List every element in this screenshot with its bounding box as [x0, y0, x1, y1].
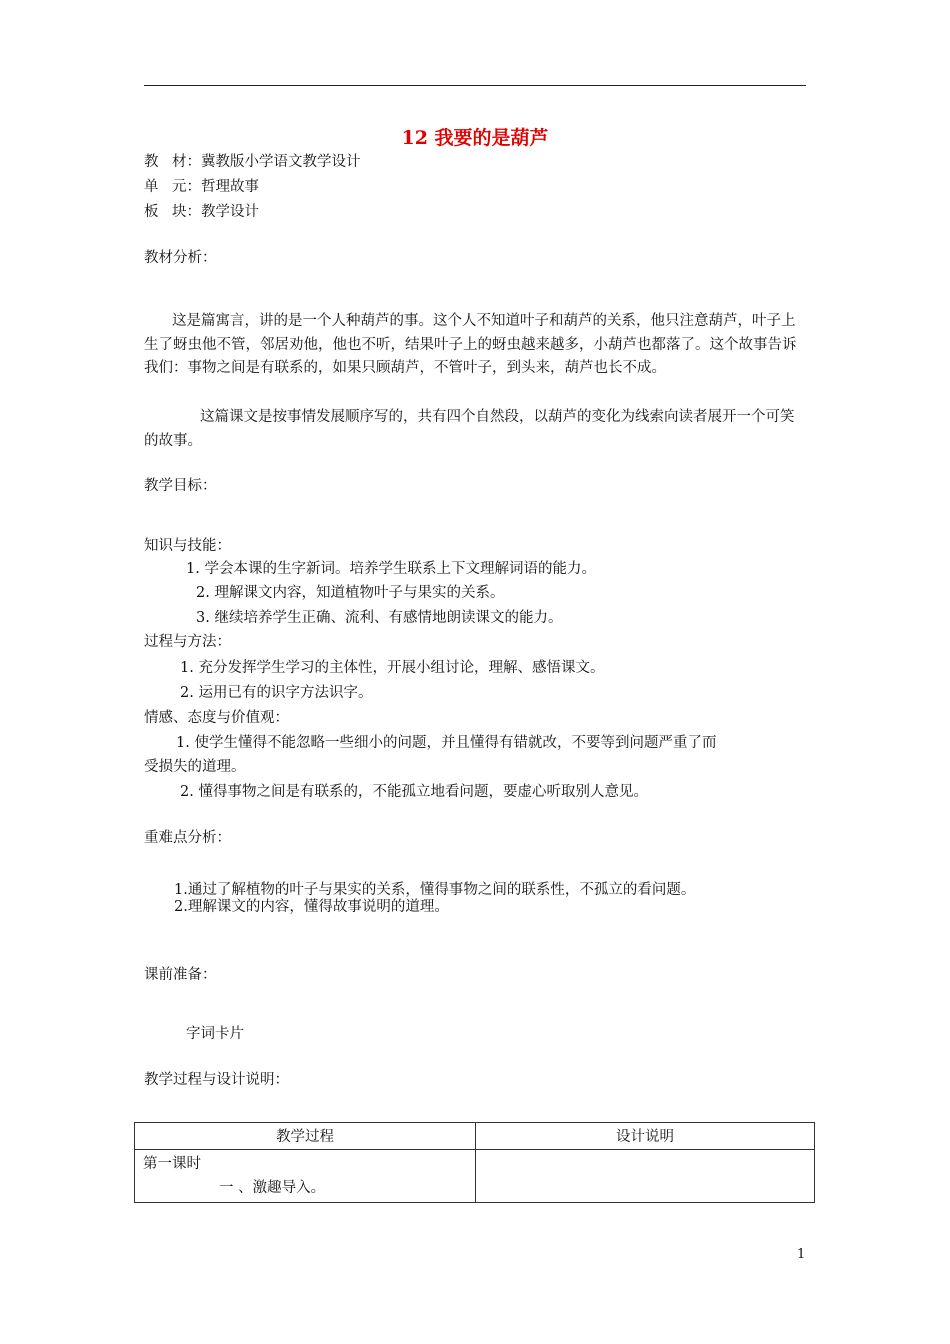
- key-point-1: 1.通过了解植物的叶子与果实的关系，懂得事物之间的联系性，不孤立的看问题。: [174, 882, 696, 898]
- prep-heading: 课前准备：: [144, 967, 217, 983]
- header-rule: [144, 85, 806, 86]
- meta-key-b: 元：: [172, 179, 201, 195]
- meta-key-a: 教: [144, 154, 159, 170]
- prep-item: 字词卡片: [186, 1026, 244, 1042]
- process-item-2: 2. 运用已有的识字方法识字。: [180, 685, 373, 701]
- process-section-heading: 教学过程与设计说明：: [144, 1072, 289, 1088]
- meta-value: 哲理故事: [201, 179, 259, 195]
- meta-value: 教学设计: [201, 204, 259, 220]
- process-method-heading: 过程与方法：: [144, 634, 231, 650]
- meta-key-b: 材：: [172, 154, 201, 170]
- table-header-notes: 设计说明: [476, 1123, 815, 1150]
- lesson-label: 第一课时: [143, 1156, 201, 1172]
- knowledge-item-2: 2. 理解课文内容，知道植物叶子与果实的关系。: [196, 585, 505, 601]
- table-header-row: [135, 1123, 815, 1150]
- emotion-item-1-line-1: 1. 使学生懂得不能忽略一些细小的问题，并且懂得有错就改，不要等到问题严重了而: [176, 735, 717, 751]
- emotion-item-2: 2. 懂得事物之间是有联系的，不能孤立地看问题，要虚心听取别人意见。: [180, 784, 648, 800]
- meta-value: 冀教版小学语文教学设计: [201, 154, 361, 170]
- table-cell-process: [135, 1150, 476, 1203]
- teaching-process-table: [134, 1122, 815, 1203]
- goals-heading: 教学目标：: [144, 478, 217, 494]
- table-header-process: 教学过程: [135, 1123, 476, 1150]
- knowledge-heading: 知识与技能：: [144, 538, 231, 554]
- knowledge-item-1: 1. 学会本课的生字新词。培养学生联系上下文理解词语的能力。: [186, 561, 596, 577]
- lesson-step: 一 、激趣导入。: [219, 1180, 326, 1196]
- process-item-1: 1. 充分发挥学生学习的主体性，开展小组讨论，理解、感悟课文。: [180, 660, 605, 676]
- emotion-heading: 情感、态度与价值观：: [144, 710, 289, 726]
- meta-key-a: 板: [144, 204, 159, 220]
- meta-key-a: 单: [144, 179, 159, 195]
- meta-row-unit: [144, 177, 259, 197]
- knowledge-item-3: 3. 继续培养学生正确、流利、有感情地朗读课文的能力。: [196, 610, 563, 626]
- meta-row-section: [144, 202, 259, 222]
- page-number: 1: [797, 1247, 806, 1262]
- analysis-paragraph-2: 这篇课文是按事情发展顺序写的，共有四个自然段，以葫芦的变化为线索向读者展开一个可笑的故事。: [144, 409, 795, 449]
- analysis-paragraph-1: 这是篇寓言，讲的是一个人种葫芦的事。这个人不知道叶子和葫芦的关系，他只注意葫芦，叶子上生了蚜虫他不管，邻居劝他，他也不听，结果叶子上的蚜虫越来越多，小葫芦也都落了。这个故事告诉我们：事物之间是有联系的，如果只顾葫芦，不管叶子，到头来，葫芦也长不成。: [144, 313, 797, 376]
- key-point-2: 2.理解课文的内容，懂得故事说明的道理。: [174, 899, 449, 915]
- document-title: 12 我要的是葫芦: [401, 127, 549, 149]
- emotion-item-1-line-2: 受损失的道理。: [144, 759, 246, 775]
- analysis-heading: 教材分析：: [144, 250, 217, 266]
- meta-row-textbook: [144, 152, 361, 172]
- table-cell-notes: [476, 1150, 815, 1203]
- meta-key-b: 块：: [172, 204, 201, 220]
- key-points-heading: 重难点分析：: [144, 830, 231, 846]
- table-row: [135, 1150, 815, 1203]
